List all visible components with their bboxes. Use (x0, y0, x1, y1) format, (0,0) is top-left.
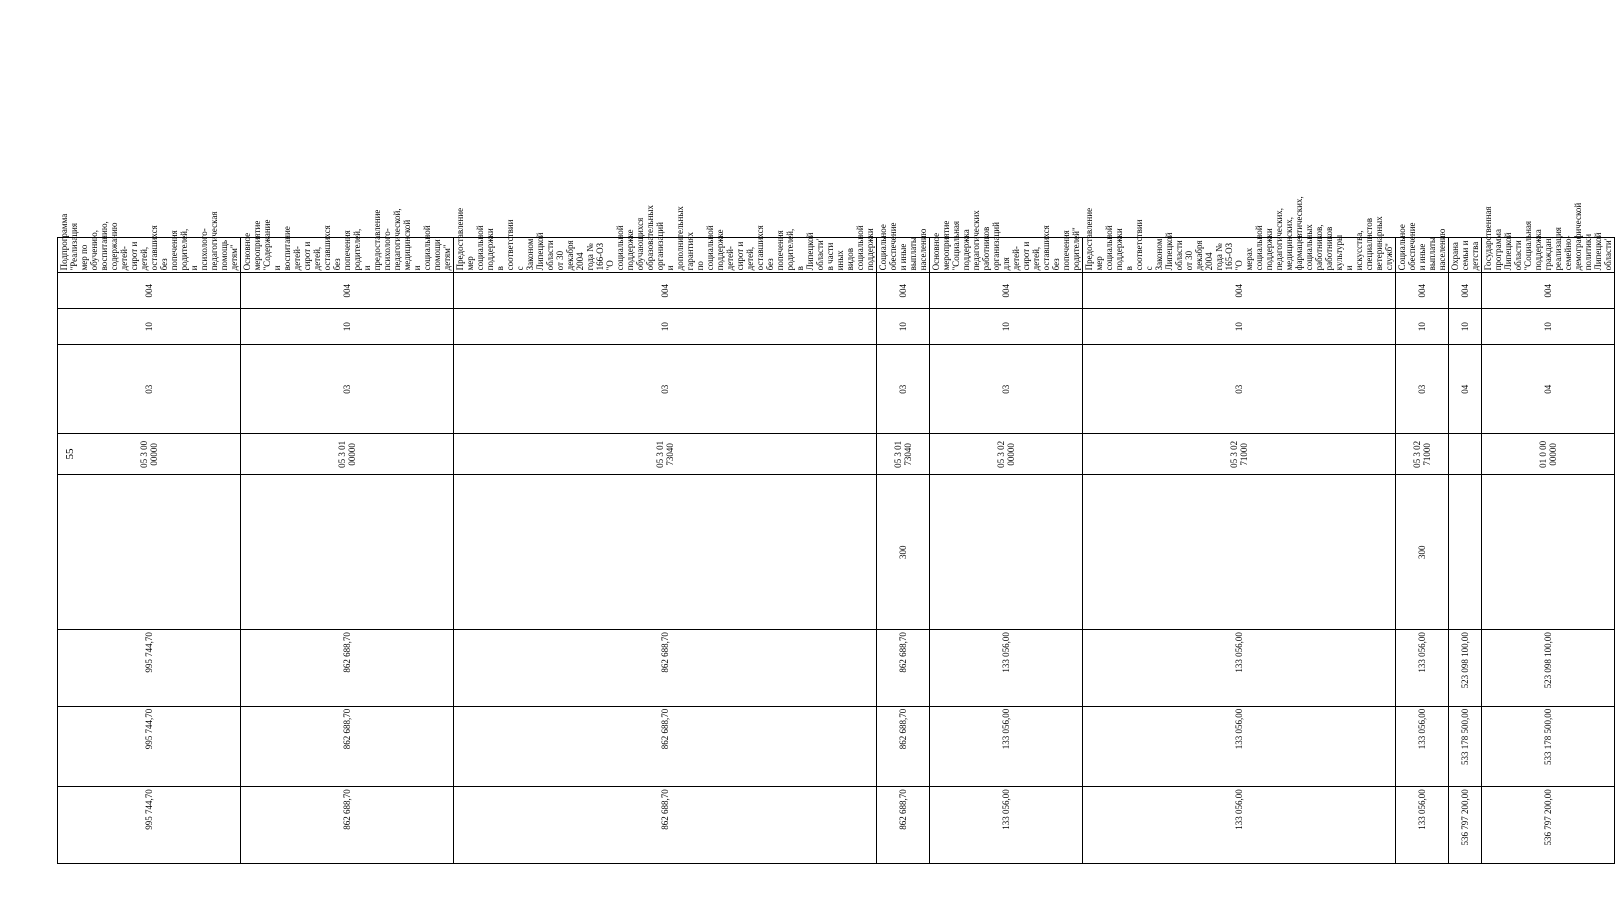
cell-v2: 533 178 500,00 (1482, 706, 1615, 787)
cell-v1: 523 098 100,00 (1449, 630, 1482, 707)
cell-vr (454, 475, 877, 630)
cell-section: 10 (241, 309, 454, 345)
cell-vr (1482, 475, 1615, 630)
cell-v3: 995 744,70 (58, 787, 241, 864)
cell-v2: 133 056,00 (1083, 706, 1396, 787)
cell-vr (930, 475, 1083, 630)
cell-target: 05 3 02 00000 (930, 434, 1083, 475)
cell-section: 10 (1449, 309, 1482, 345)
cell-v3: 862 688,70 (241, 787, 454, 864)
cell-ministry: 004 (1482, 273, 1615, 309)
cell-v3: 133 056,00 (930, 787, 1083, 864)
cell-ministry: 004 (877, 273, 930, 309)
cell-section: 10 (1396, 309, 1449, 345)
cell-v3: 133 056,00 (1396, 787, 1449, 864)
cell-name: Социальное обеспечение и иные выплаты населению (1396, 237, 1449, 273)
cell-v3: 862 688,70 (454, 787, 877, 864)
cell-v1: 523 098 100,00 (1482, 630, 1615, 707)
cell-v2: 533 178 500,00 (1449, 706, 1482, 787)
cell-subsection: 03 (241, 344, 454, 433)
cell-v3: 536 797 200,00 (1482, 787, 1615, 864)
cell-subsection: 03 (454, 344, 877, 433)
cell-v2: 133 056,00 (1396, 706, 1449, 787)
page-number: 55 (64, 448, 76, 460)
cell-v3: 862 688,70 (877, 787, 930, 864)
cell-subsection: 03 (1396, 344, 1449, 433)
cell-ministry: 004 (454, 273, 877, 309)
cell-target: 05 3 00 00000 (58, 434, 241, 475)
cell-ministry: 004 (1083, 273, 1396, 309)
cell-section: 10 (1482, 309, 1615, 345)
cell-subsection: 03 (930, 344, 1083, 433)
cell-target (1449, 434, 1482, 475)
cell-subsection: 03 (877, 344, 930, 433)
cell-vr: 300 (877, 475, 930, 630)
cell-ministry: 004 (241, 273, 454, 309)
cell-vr (1083, 475, 1396, 630)
cell-name: Государственная программа Липецкой области "Социальная поддержка граждан, реализация семейно-демографической политики Липецкой области" (1482, 237, 1615, 273)
cell-section: 10 (454, 309, 877, 345)
cell-v1: 133 056,00 (930, 630, 1083, 707)
table-row (1396, 33, 1449, 864)
cell-subsection: 03 (58, 344, 241, 433)
cell-target: 05 3 01 73040 (454, 434, 877, 475)
cell-v1: 133 056,00 (1083, 630, 1396, 707)
cell-target: 05 3 01 73040 (877, 434, 930, 475)
cell-section: 10 (877, 309, 930, 345)
cell-name: Подпрограмма "Реализация мер по обучению, воспитанию, содержанию детей-сирот и детей, оставшихся без попечения родителей, и психолого-педагогическая помощь детям" (58, 237, 241, 273)
cell-subsection: 04 (1482, 344, 1615, 433)
budget-table-container (57, 32, 1613, 864)
cell-v2: 862 688,70 (241, 706, 454, 787)
cell-target: 01 0 00 00000 (1482, 434, 1615, 475)
cell-ministry: 004 (930, 273, 1083, 309)
cell-section: 10 (1083, 309, 1396, 345)
cell-name: Социальное обеспечение и иные выплаты населению (877, 237, 930, 273)
cell-v1: 995 744,70 (58, 630, 241, 707)
cell-ministry: 004 (58, 273, 241, 309)
table-row (1449, 33, 1482, 864)
cell-vr: 300 (1396, 475, 1449, 630)
cell-target: 05 3 01 00000 (241, 434, 454, 475)
cell-ministry: 004 (1449, 273, 1482, 309)
cell-target: 05 3 02 71000 (1396, 434, 1449, 475)
cell-vr (58, 475, 241, 630)
table-row (241, 33, 454, 864)
cell-subsection: 03 (1083, 344, 1396, 433)
budget-table (57, 32, 1615, 864)
cell-v1: 862 688,70 (877, 630, 930, 707)
table-row (454, 33, 877, 864)
cell-section: 10 (58, 309, 241, 345)
table-row (1482, 33, 1615, 864)
cell-v3: 133 056,00 (1083, 787, 1396, 864)
cell-v2: 862 688,70 (454, 706, 877, 787)
cell-name: Предоставление мер социальной поддержки в соответствии с Законом Липецкой области от 30 декабря 2004 года № 165-ОЗ "О мерах социальной поддержки педагогических, медицинских, фармацевтических, социальных работников, работников культуры и искусства, специалистов ветеринарных служб" (1083, 237, 1396, 273)
cell-name: Основное мероприятие "Социальная поддержка педагогических работников организаций для детей-сирот и детей, оставшихся без попечения родителей" (930, 237, 1083, 273)
cell-name: Предоставление мер социальной поддержки в соответствии с Законом Липецкой области от 30 декабря 2004 года № 166-ОЗ "О социальной поддержке обучающихся образовательных организаций и дополнительных гарантиях по социальной поддержке детей-сирот и детей, оставшихся без попечения родителей, в Липецкой области" в части иных видов социальной поддержки (454, 237, 877, 273)
cell-v1: 862 688,70 (454, 630, 877, 707)
cell-target: 05 3 02 71000 (1083, 434, 1396, 475)
cell-v1: 133 056,00 (1396, 630, 1449, 707)
cell-subsection: 04 (1449, 344, 1482, 433)
cell-v3: 536 797 200,00 (1449, 787, 1482, 864)
cell-v2: 862 688,70 (877, 706, 930, 787)
cell-section: 10 (930, 309, 1083, 345)
cell-vr (241, 475, 454, 630)
cell-v2: 995 744,70 (58, 706, 241, 787)
cell-name: Основное мероприятие "Содержание и воспитание детей-сирот и детей, оставшихся без попечения родителей, и предоставление психолого-педагогической, медицинской и социальной помощи детям" (241, 237, 454, 273)
table-row (877, 33, 930, 864)
cell-v1: 862 688,70 (241, 630, 454, 707)
table-row (1083, 33, 1396, 864)
table-row (930, 33, 1083, 864)
cell-name: Охрана семьи и детства (1449, 237, 1482, 273)
cell-v2: 133 056,00 (930, 706, 1083, 787)
cell-vr (1449, 475, 1482, 630)
table-row (58, 33, 241, 864)
cell-ministry: 004 (1396, 273, 1449, 309)
